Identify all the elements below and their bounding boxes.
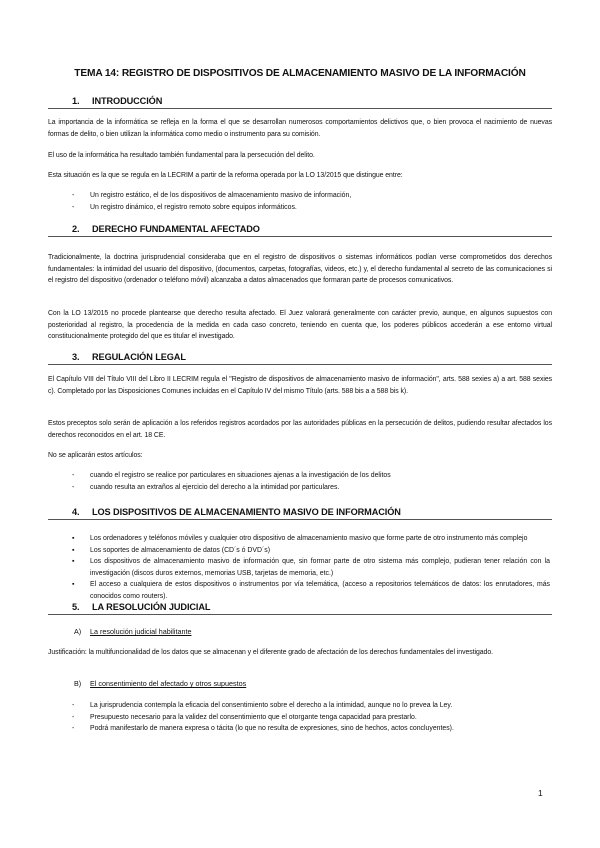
page-number: 1	[538, 788, 543, 798]
section-number: 2.	[72, 224, 80, 234]
subsection-title: La resolución judicial habilitante	[90, 627, 192, 636]
section-heading-regulacion-legal	[48, 352, 552, 365]
list-item: ▪ Los soportes de almacenamiento de datos (CD´s ó DVD´s)	[74, 545, 550, 557]
list-item: ▪ Los ordenadores y teléfonos móviles y cualquier otro dispositivo de almacenamiento masivo que forme parte de otro instrumento más complejo	[74, 533, 550, 545]
subsection-heading-a	[74, 627, 192, 636]
section-number: 5.	[72, 602, 80, 612]
paragraph: Esta situación es la que se regula en la LECRIM a partir de la reforma operada por la LO 13/2015 que distingue entre:	[48, 172, 403, 179]
list-item: ▪ El acceso a cualquiera de estos dispositivos o instrumentos por vía telemática, (acceso a repositorios telemáticos de datos: los enrutadores, más conocidos como routers).	[74, 579, 550, 602]
paragraph: Con la LO 13/2015 no procede plantearse que derecho resulta afectado. El Juez valorará generalmente con carácter previo, aunque, en algunos supuestos con posterioridad al registro, la procedencia de la medida en cada caso concreto, teniendo en cuenta que, los poderes públicos accederán a ese entorno virtual constitucionalmente protegido del que es titular el investigado.	[48, 310, 552, 341]
dash-list	[74, 470, 550, 493]
paragraph: La importancia de la informática se refleja en la forma el que se desarrollan numerosos comportamientos delictivos que, o bien provoca el nacimiento de nuevas formas de delito, o bien utilizan la informática como medio o instrumento para su comisión.	[48, 119, 552, 138]
section-title: LOS DISPOSITIVOS DE ALMACENAMIENTO MASIVO DE INFORMACIÓN	[92, 507, 401, 517]
list-item: - cuando el registro se realice por particulares en situaciones ajenas a la investigación de los delitos	[74, 470, 550, 482]
subsection-title: El consentimiento del afectado y otros supuestos	[90, 679, 247, 688]
section-heading-resolucion-judicial	[48, 602, 552, 615]
document-title: TEMA 14: REGISTRO DE DISPOSITIVOS DE ALMACENAMIENTO MASIVO DE LA INFORMACIÓN	[74, 68, 526, 79]
subsection-heading-b	[74, 679, 246, 688]
section-heading-derecho-fundamental	[48, 224, 552, 237]
list-item: - Presupuesto necesario para la validez del consentimiento que el otorgante tenga capacidad para prestarlo.	[74, 712, 550, 724]
paragraph: Justificación: la multifuncionalidad de los datos que se almacenan y el diferente grado de afectación de los derechos fundamentales del investigado.	[48, 649, 493, 656]
subsection-letter: B)	[74, 679, 82, 688]
dash-list	[74, 700, 550, 735]
list-item: ▪ Los dispositivos de almacenamiento masivo de información que, sin formar parte de otro sistema más complejo, pudieran tener relación con la investigación (discos duros externos, memorias USB, tarjetas de memoria, etc.)	[74, 556, 550, 579]
list-item: - La jurisprudencia contempla la eficacia del consentimiento sobre el derecho a la intimidad, aunque no lo prevea la Ley.	[74, 700, 550, 712]
section-title: DERECHO FUNDAMENTAL AFECTADO	[92, 224, 260, 234]
paragraph: El Capítulo VIII del Título VIII del Libro II LECRIM regula el "Registro de dispositivos de almacenamiento masivo de información", arts. 588 sexies a) a art. 588 sexies c). Completado por las Disposiciones Comunes incluidas en el Capítulo IV del mismo Título (arts. 588 bis a a 588 bis k).	[48, 376, 552, 395]
paragraph: Tradicionalmente, la doctrina jurisprudencial consideraba que en el registro de dispositivos o sistemas informáticos podían verse comprometidos dos derechos fundamentales: la intimidad del usuario del dispositivo, (documentos, carpetas, fotografías, videos, etc.) y, el derecho fundamental al secreto de las comunicaciones si el registro del dispositivo (ordenador o teléfono móvil) alcanzaba a datos almacenados que formaran parte de procesos comunicativos.	[48, 254, 552, 285]
section-title: LA RESOLUCIÓN JUDICIAL	[92, 602, 211, 612]
section-title: INTRODUCCIÓN	[92, 96, 163, 106]
dash-list	[74, 190, 550, 213]
list-item: - Podrá manifestarlo de manera expresa o tácita (lo que no resulta de expresiones, sino de hechos, actos concluyentes).	[74, 723, 550, 735]
paragraph: No se aplicarán estos artículos:	[48, 452, 143, 459]
list-item: - cuando resulta an extraños al ejercicio del derecho a la intimidad por particulares.	[74, 482, 550, 494]
section-number: 3.	[72, 352, 80, 362]
subsection-letter: A)	[74, 627, 82, 636]
list-item: - Un registro dinámico, el registro remoto sobre equipos informáticos.	[74, 202, 550, 214]
paragraph: Estos preceptos solo serán de aplicación a los referidos registros acordados por las autoridades públicas en la persecución de delitos, pudiendo resultar afectados los derechos reconocidos en el art. 18 CE.	[48, 420, 552, 439]
section-heading-introduccion	[48, 96, 552, 109]
section-number: 1.	[72, 96, 80, 106]
list-item: - Un registro estático, el de los dispositivos de almacenamiento masivo de información,	[74, 190, 550, 202]
section-heading-dispositivos	[48, 507, 552, 520]
bullet-list	[74, 533, 550, 603]
section-number: 4.	[72, 507, 80, 517]
paragraph: El uso de la informática ha resultado también fundamental para la persecución del delito.	[48, 152, 315, 159]
section-title: REGULACIÓN LEGAL	[92, 352, 186, 362]
